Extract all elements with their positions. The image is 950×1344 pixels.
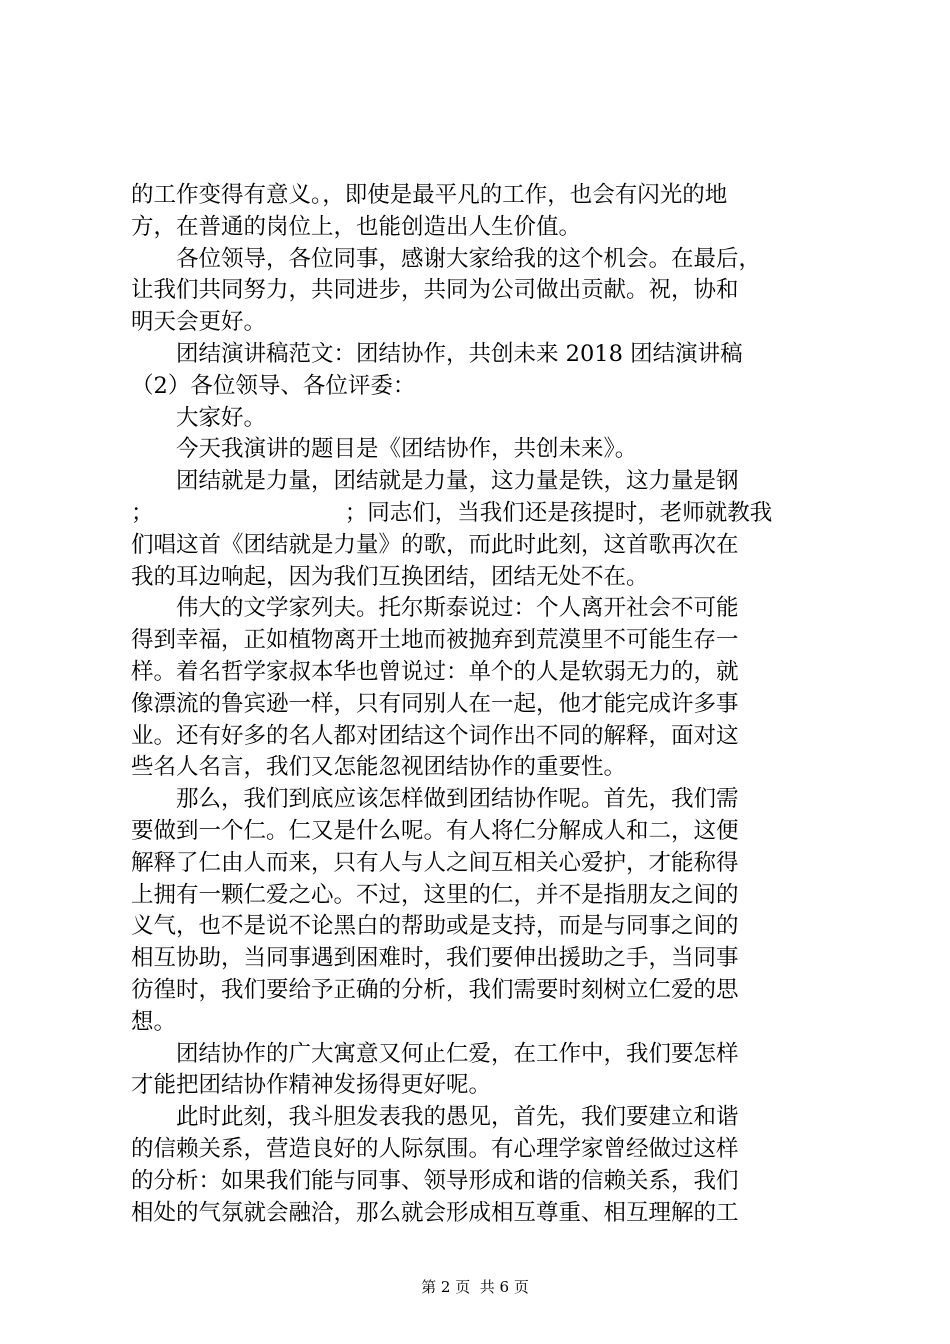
text-line: 相互协助，当同事遇到困难时，我们要伸出援助之手，当同事 xyxy=(131,945,739,972)
text-line: 团结协作的广大寓意又何止仁爱，在工作中，我们要怎样 xyxy=(131,1040,739,1067)
text-line: 各位领导，各位同事，感谢大家给我的这个机会。在最后， xyxy=(131,245,762,272)
text-line: 些名人名言，我们又怎能忽视团结协作的重要性。 xyxy=(131,754,627,781)
text-line: 此时此刻，我斗胆发表我的愚见，首先，我们要建立和谐 xyxy=(131,1104,739,1131)
text-line: 伟大的文学家列夫。托尔斯泰说过：个人离开社会不可能 xyxy=(131,595,739,622)
text-line: 大家好。 xyxy=(131,404,267,431)
text-line: 的信赖关系，营造良好的人际氛围。有心理学家曾经做过这样 xyxy=(131,1135,739,1162)
text-line: （2）各位领导、各位评委： xyxy=(131,372,416,399)
text-line: 要做到一个仁。仁又是什么呢。有人将仁分解成人和二，这便 xyxy=(131,817,739,844)
text-line: 业。还有好多的名人都对团结这个词作出不同的解释，面对这 xyxy=(131,722,739,749)
text-line: 那么，我们到底应该怎样做到团结协作呢。首先，我们需 xyxy=(131,786,739,813)
text-line: 的分析：如果我们能与同事、领导形成和谐的信赖关系，我们 xyxy=(131,1167,739,1194)
page-footer: 第 2 页 共 6 页 xyxy=(421,1278,529,1296)
text-line: 样。着名哲学家叔本华也曾说过：单个的人是软弱无力的，就 xyxy=(131,658,739,685)
text-line: 团结就是力量，团结就是力量，这力量是铁，这力量是钢 xyxy=(131,468,739,495)
text-line: 想。 xyxy=(131,1008,177,1035)
text-line: 明天会更好。 xyxy=(131,309,267,336)
text-line: 像漂流的鲁宾逊一样，只有同别人在一起，他才能完成许多事 xyxy=(131,690,739,717)
text-line: 团结演讲稿范文：团结协作，共创未来 2018 团结演讲稿 xyxy=(131,340,743,367)
text-line: 我的耳边响起，因为我们互换团结，团结无处不在。 xyxy=(131,563,649,590)
text-line: 彷徨时，我们要给予正确的分析，我们需要时刻树立仁爱的思 xyxy=(131,976,739,1003)
text-line: 的工作变得有意义。，即使是最平凡的工作，也会有闪光的地 xyxy=(131,182,728,208)
body-text xyxy=(131,180,831,1229)
text-line: 方，在普通的岗位上，也能创造出人生价值。 xyxy=(131,213,582,240)
text-line: 让我们共同努力，共同进步，共同为公司做出贡献。祝，协和 xyxy=(131,277,739,304)
text-line: 得到幸福，正如植物离开土地而被抛弃到荒漠里不可能生存一 xyxy=(131,627,739,654)
text-line: 才能把团结协作精神发扬得更好呢。 xyxy=(131,1072,492,1099)
text-line: 相处的气氛就会融洽，那么就会形成相互尊重、相互理解的工 xyxy=(131,1199,739,1226)
text-line: ； ；同志们，当我们还是孩提时，老师就教我 xyxy=(131,499,773,526)
text-line: 今天我演讲的题目是《团结协作，共创未来》。 xyxy=(131,436,638,463)
text-line: 上拥有一颗仁爱之心。不过，这里的仁，并不是指朋友之间的 xyxy=(131,881,739,908)
text-line: 义气，也不是说不论黑白的帮助或是支持，而是与同事之间的 xyxy=(131,913,739,940)
text-line: 解释了仁由人而来，只有人与人之间互相关心爱护，才能称得 xyxy=(131,849,739,876)
text-line: 们唱这首《团结就是力量》的歌，而此时此刻，这首歌再次在 xyxy=(131,531,739,558)
